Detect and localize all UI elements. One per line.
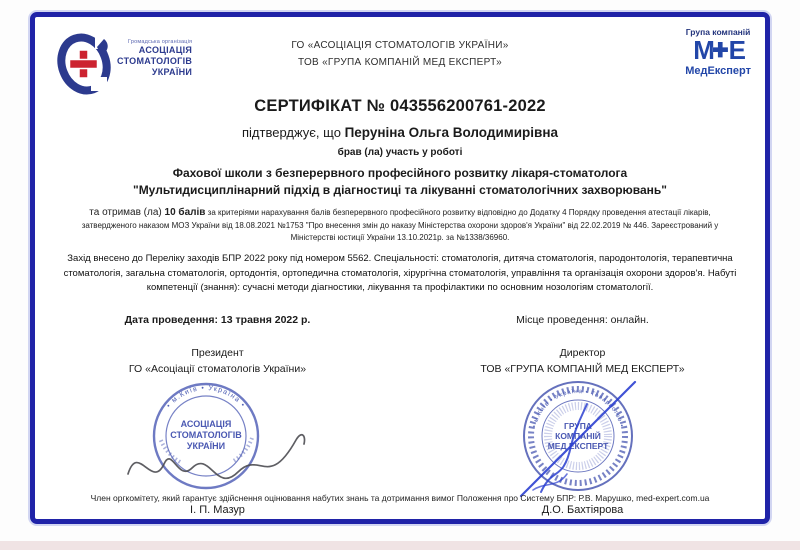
school-line-1: Фахової школи з безперервного професійного розвитку лікаря-стоматолога <box>172 166 628 180</box>
holder-name: Перуніна Ольга Володимирівна <box>344 125 558 140</box>
president-stamp-area <box>35 374 400 502</box>
certificate-card <box>30 12 770 524</box>
svg-text:ГРУПА: ГРУПА <box>563 420 592 431</box>
president-org: ГО «Асоціації стоматологів України» <box>128 362 307 375</box>
date-place-row <box>35 314 765 326</box>
svg-text:КОМПАНІЙ: КОМПАНІЙ <box>554 430 601 441</box>
medexpert-name: МедЕксперт <box>685 65 751 77</box>
medexpert-cross-icon: ✚ <box>711 40 729 62</box>
svg-text:СТОМАТОЛОГІВ: СТОМАТОЛОГІВ <box>169 429 242 440</box>
svg-text:УКРАЇНИ: УКРАЇНИ <box>186 440 225 451</box>
points-value: 10 балів <box>164 207 206 218</box>
svg-text:АСОЦІАЦІЯ: АСОЦІАЦІЯ <box>180 418 231 429</box>
certificate-title: СЕРТИФІКАТ № 043556200761-2022 <box>254 97 546 115</box>
asu-logo-mark <box>57 33 115 95</box>
school-line-2: "Мультидисциплінарний підхід в діагностиці та лікуванні стоматологічних захворювань" <box>133 183 667 197</box>
asu-org-type: Громадська організація <box>127 39 193 45</box>
asu-stamp <box>118 374 318 502</box>
medexpert-logo <box>685 27 751 77</box>
participation-line: брав (ла) участь у роботі <box>337 147 463 158</box>
director-stamp-area <box>400 374 765 502</box>
director-org: ТОВ «ГРУПА КОМПАНІЙ МЕД ЕКСПЕРТ» <box>480 362 685 375</box>
president-name: І. П. Мазур <box>190 503 245 516</box>
president-title: Президент <box>191 347 244 360</box>
asu-stamp-ring-text: • м.Київ • Україна • <box>165 384 246 409</box>
director-title: Директор <box>559 347 606 360</box>
issuer-line-1: ГО «АСОЦІАЦІЯ СТОМАТОЛОГІВ УКРАЇНИ» <box>291 40 509 51</box>
event-paragraph: Захід внесено до Переліку заходів БПР 2022 року під номером 5562. Спеціальності: стоматологія, дитяча стоматологія, пародонтологія, терапевтична стоматологія, загальна стоматологія, ортодонтія, ортопедична стоматологія, хірургічна стоматологія, управління та організація охорони здоров'я. Набуті компетенції (знання): сучасні методи діагностики, лікування та профілактики по основним нозологіям стоматології. <box>63 253 737 294</box>
director-name: Д.О. Бахтіярова <box>541 503 624 516</box>
medexpert-group-label: Група компаній <box>685 27 751 37</box>
holder-line: підтверджує, що Перуніна Ольга Володимирівна <box>241 125 558 140</box>
asu-logo <box>57 33 192 95</box>
footer-note: Член оргкомітету, який гарантує здійснення оцінювання набутих знань та дотримання вимог Положення про Систему БПР: Р.В. Марушко, med-expert.com.ua <box>90 493 710 503</box>
points-paragraph: та отримав (ла) 10 балів за критеріями нарахування балів безперервного професійного розвитку відповідно до Додатку 4 Порядку проведення атестації лікарів, затвердженого наказом МОЗ України від 18.08.2021 №1753 "Про внесення змін до наказу Міністерства охорони здоров'я України" від 22.02.2019 № 446. Зареєстрований у Міністерстві юстиції України 13.10.2021р. за №1338/36960. <box>81 207 719 242</box>
svg-text:• м.Київ • Україна • <box>165 385 246 409</box>
medexpert-monogram: М✚Е <box>693 35 743 65</box>
asu-logo-text: Громадська організація АСОЦІАЦІЯ СТОМАТОЛОГІВ УКРАЇНИ <box>117 39 193 77</box>
red-cross-icon <box>70 50 98 78</box>
issuer-line-2: ТОВ «ГРУПА КОМПАНІЙ МЕД ЕКСПЕРТ» <box>297 57 502 68</box>
bottom-strip <box>0 541 800 550</box>
medexpert-stamp-ring-text: • м.Київ • Україна • Товариство • <box>530 387 625 428</box>
event-place: Місце проведення: онлайн. <box>516 314 649 327</box>
medexpert-stamp <box>483 374 683 502</box>
svg-text:МЕД ЕКСПЕРТ: МЕД ЕКСПЕРТ <box>547 440 608 451</box>
event-date: Дата проведення: 13 травня 2022 р. <box>124 314 311 327</box>
